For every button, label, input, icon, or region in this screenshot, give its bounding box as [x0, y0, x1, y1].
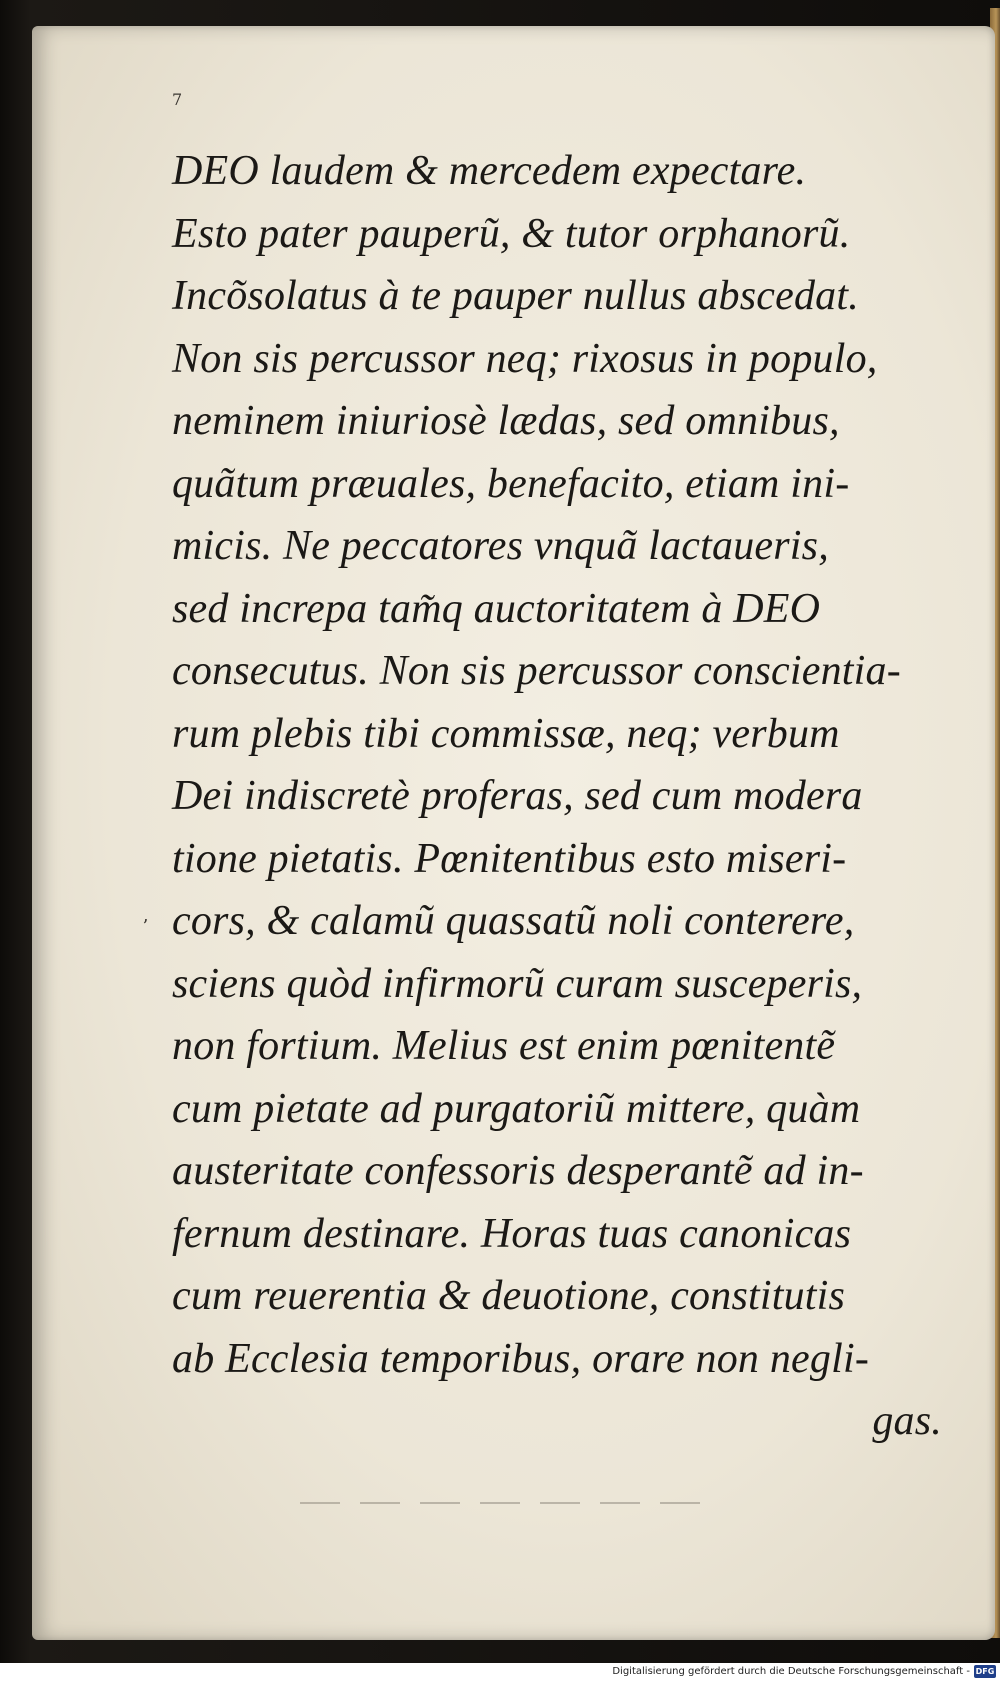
text-line: Non sis percussor neq; rixosus in populo, [172, 335, 878, 382]
text-line: rum plebis tibi commissæ, neq; verbum [172, 710, 840, 757]
margin-mark: ʼ [142, 916, 148, 937]
catchword: gas. [872, 1398, 942, 1444]
text-line: fernum destinare. Horas tuas canonicas [172, 1210, 852, 1257]
text-line: neminem iniuriosè lædas, sed omnibus, [172, 398, 840, 444]
text-line: micis. Ne peccatores vnquã lactaueris, [172, 523, 829, 569]
digitization-credit: Digitalisierung gefördert durch die Deutsche Forschungsgemeinschaft - [612, 1666, 970, 1677]
text-line: sed increpa tam͂q auctoritatem à DEO [172, 585, 821, 632]
faint-rule [300, 1502, 720, 1504]
dfg-logo: DFG [975, 1667, 995, 1676]
text-line: tione pietatis. Pœnitentibus esto miseri- [172, 835, 847, 882]
text-line: sciens quòd infirmorũ curam susceperis, [172, 960, 863, 1007]
text-line: DEO laudem & mercedem expectare. [172, 148, 807, 194]
text-line: ab Ecclesia temporibus, orare non negli- [172, 1335, 870, 1382]
page-mark: 7 [172, 90, 183, 109]
text-line: Dei indiscretè proferas, sed cum modera [172, 773, 863, 819]
text-line: Incõsolatus à te pauper nullus abscedat. [172, 273, 859, 319]
text-line: austeritate confessoris desperantẽ ad in- [172, 1148, 864, 1194]
text-line: cum reuerentia & deuotione, constitutis [172, 1273, 846, 1319]
text-line: quãtum præuales, benefacito, etiam ini- [172, 460, 850, 507]
page-text [172, 140, 952, 1453]
text-line: Esto pater pauperũ, & tutor orphanorũ. [172, 210, 851, 257]
text-line: cum pietate ad purgatoriũ mittere, quàm [172, 1085, 861, 1132]
text-line: consecutus. Non sis percussor conscientia- [172, 648, 901, 694]
text-line: non fortium. Melius est enim pœnitentẽ [172, 1023, 836, 1069]
text-line: cors, & calamũ quassatũ noli conterere, [172, 898, 855, 944]
